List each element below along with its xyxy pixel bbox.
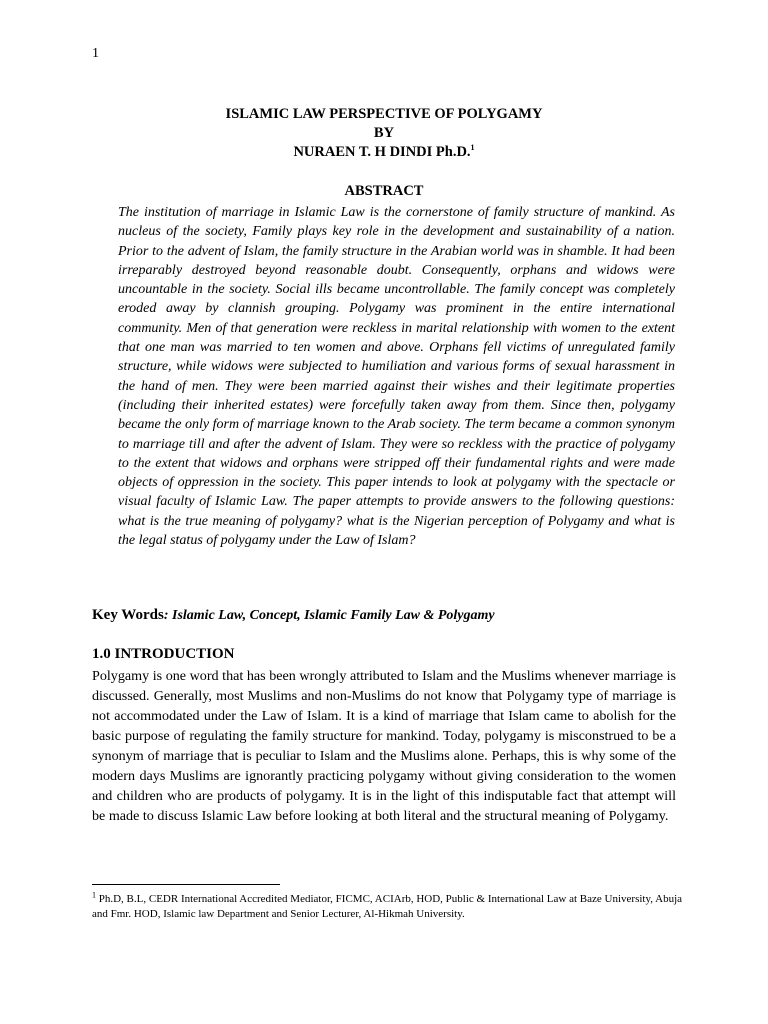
footnote-text: Ph.D, B.L, CEDR International Accredited Mediator, FICMC, ACIArb, HOD, Public & International Law at Baze University, Abuja and Fmr. HOD, Islamic law Department and Senior Lecturer, Al-Hikmah University. [92, 893, 683, 920]
footnote [92, 892, 692, 922]
title-by: BY [373, 125, 395, 141]
introduction-heading: 1.0 INTRODUCTION [92, 646, 235, 662]
author-line [0, 143, 768, 162]
abstract-body: The institution of marriage in Islamic Law is the cornerstone of family structure of mankind. As nucleus of the society, Family plays key role in the development and sustainability of a nation. Prior to the advent of Islam, the family structure in the Arabian world was in shamble. It had been irreparably destroyed beyond reasonable doubt. Consequently, orphans and widows were uncountable in the society. Social ills became uncontrollable. The family concept was completely eroded away by clannish grouping. Polygamy was prominent in the entire international community. Men of that generation were reckless in marital relationship with women to the extent that one man was married to ten women and above. Orphans fell victims of unregulated family structure, while widows were subjected to humiliation and various forms of sexual harassment in the hand of men. They were been married against their wishes and their legitimate properties (including their inherited estates) were forcefully taken away from them. Since then, polygamy became the only form of marriage known to the Arab society. The term became a common synonym to marriage till and after the advent of Islam. They were so reckless with the practice of polygamy to the extent that widows and orphans were stripped off their fundamental rights and were made objects of oppression in the society. This paper intends to look at polygamy with the spectacle or visual faculty of Islamic Law. The paper attempts to provide answers to the following questions: what is the true meaning of polygamy? what is the Nigerian perception of Polygamy and what is the legal status of polygamy under the Law of Islam? [118, 205, 675, 549]
keywords-value: Islamic Law, Concept, Islamic Family Law & Polygamy [168, 608, 495, 623]
page-number: 1 [92, 46, 99, 61]
introduction-body: Polygamy is one word that has been wrongly attributed to Islam and the Muslims whenever marriage is discussed. Generally, most Muslims and non-Muslims do not know that Polygamy type of marriage is not accommodated under the Law of Islam. It is a kind of marriage that Islam came to abolish for the basic purpose of regulating the family structure for mankind. Today, polygamy is misconstrued to be a synonym of marriage that is peculiar to Islam and the Muslims alone. Perhaps, this is why some of the modern days Muslims are ignorantly practicing polygamy without giving consideration to the women and children who are products of polygamy. It is in the light of this indisputable fact that attempt will be made to discuss Islamic Law before looking at both literal and the structural meaning of Polygamy. [92, 668, 676, 824]
author-name: NURAEN T. H DINDI Ph.D. [293, 144, 471, 160]
author-footnote-mark: 1 [470, 143, 475, 153]
abstract-heading: ABSTRACT [344, 183, 424, 199]
keywords [92, 607, 495, 624]
keywords-label: Key Words [92, 607, 164, 623]
footnote-mark: 1 [92, 890, 96, 900]
footnote-divider [92, 884, 280, 885]
keywords-colon: : [163, 608, 169, 623]
title-block [0, 105, 768, 162]
paper-title: ISLAMIC LAW PERSPECTIVE OF POLYGAMY [225, 106, 543, 122]
